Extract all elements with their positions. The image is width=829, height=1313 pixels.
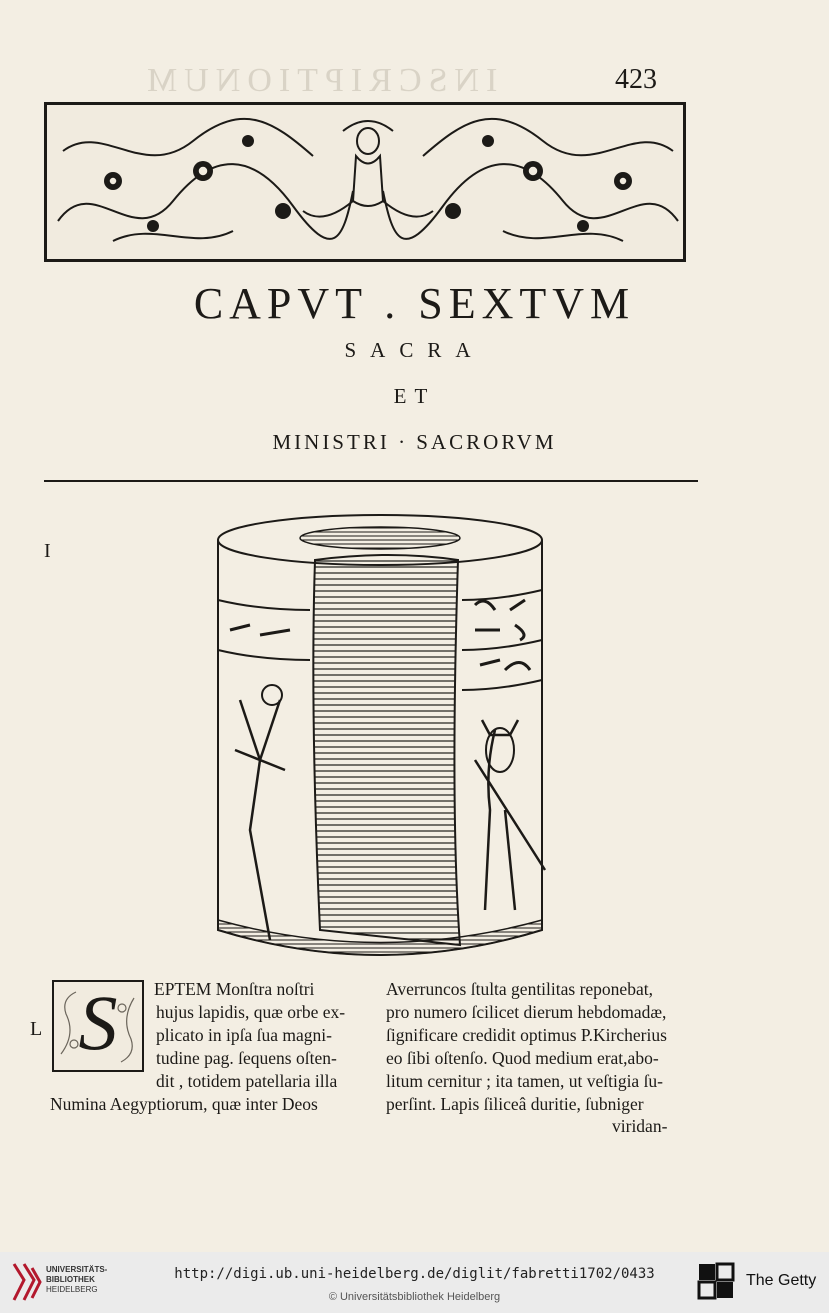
ornamental-headpiece <box>44 102 686 262</box>
text-line: eo ſibi oſtenſo. Quod medium erat,abo- <box>386 1048 659 1068</box>
partner-name[interactable]: The Getty <box>746 1272 817 1289</box>
text-line: tudine pag. ſequens oſten- <box>156 1048 337 1068</box>
text-line: ſignificare credidit optimus P.Kircherius <box>386 1025 667 1045</box>
margin-mark: I <box>44 540 51 562</box>
chapter-title: CAPVT . SEXTVM <box>193 279 636 328</box>
viewer-footer <box>0 1252 829 1313</box>
stone-cylinder-engraving <box>200 510 560 970</box>
foliage-ornament-icon <box>53 111 683 257</box>
library-name: UNIVERSITÄTS- BIBLIOTHEK HEIDELBERG <box>46 1265 108 1294</box>
subtitle-ministri: MINISTRI · SACRORVM <box>272 430 557 454</box>
decorated-initial <box>52 980 144 1072</box>
text-line: litum cernitur ; ita tamen, ut veſtigia ſu- <box>386 1071 664 1091</box>
text-line: hujus lapidis, quæ orbe ex- <box>156 1002 346 1022</box>
getty-logo-icon[interactable] <box>697 1262 737 1304</box>
text-line: pro numero ſcilicet dierum hebdomadæ, <box>386 1002 667 1022</box>
page-number: 423 <box>615 64 657 95</box>
horizontal-rule <box>44 480 698 482</box>
margin-mark: L <box>30 1018 43 1040</box>
catchword: viridan- <box>612 1116 668 1136</box>
subtitle-et: ET <box>393 384 436 408</box>
text-line: Averruncos ſtulta gentilitas reponebat, <box>386 979 653 999</box>
text-line: Numina Aegyptiorum, quæ inter Deos <box>50 1094 318 1114</box>
bleed-through-heading: INSCRIPTIONUM <box>140 62 498 99</box>
drop-cap-letter: S <box>78 979 118 1066</box>
subtitle-sacra: SACRA <box>344 338 485 362</box>
text-line: EPTEM Monſtra noſtri <box>154 979 315 999</box>
copyright-text: © Universitätsbibliothek Heidelberg <box>328 1291 501 1303</box>
text-line: plicato in ipſa ſua magni- <box>156 1025 332 1045</box>
text-line: dit , totidem patellaria illa <box>156 1071 338 1091</box>
permalink-url[interactable]: http://digi.ub.uni-heidelberg.de/diglit/fabretti1702/0433 <box>174 1266 655 1282</box>
text-line: perſint. Lapis ſiliceâ duritie, ſubniger <box>386 1094 644 1114</box>
